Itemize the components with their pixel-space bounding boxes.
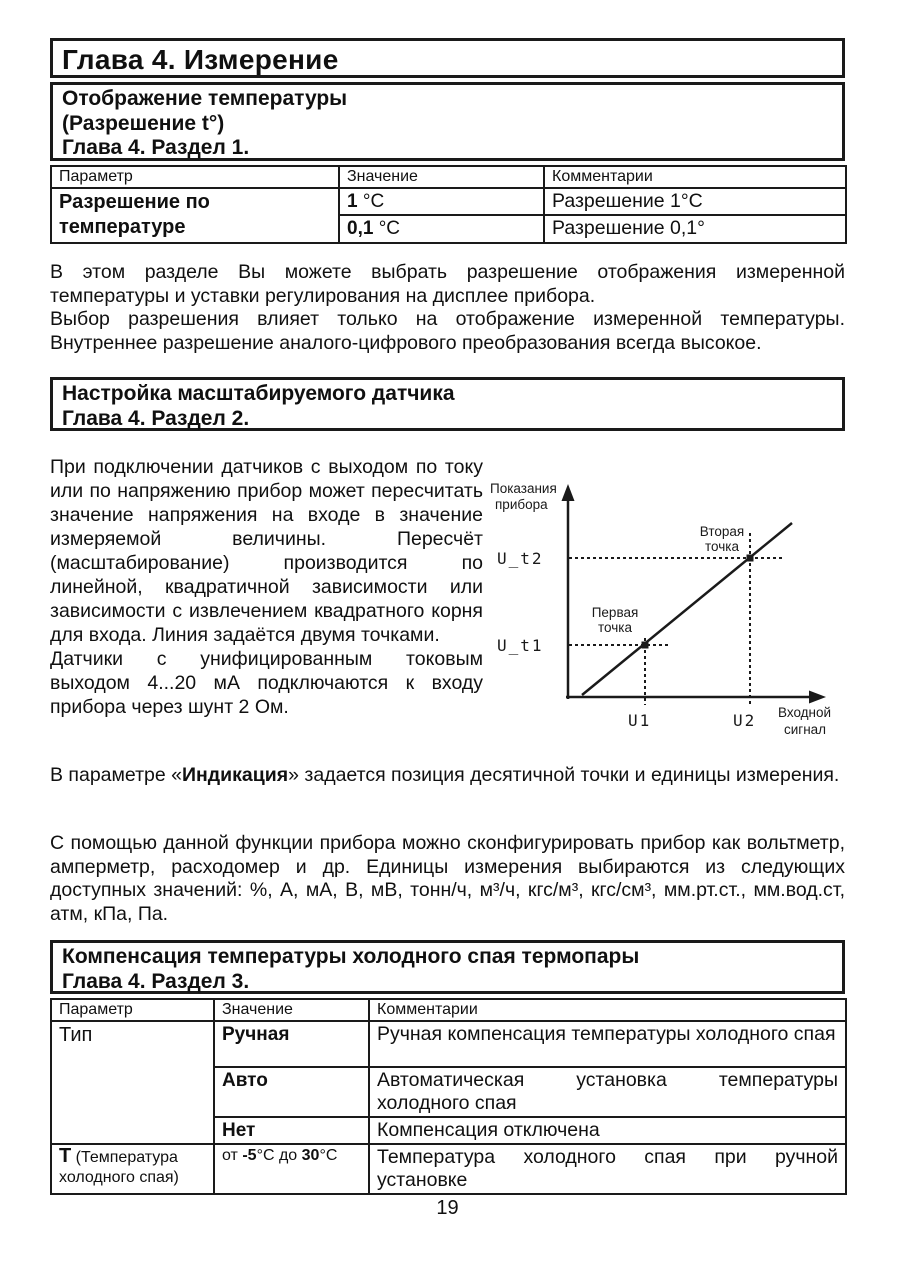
param-cell: Тип (51, 1021, 214, 1144)
bold-term: Индикация (182, 764, 289, 786)
value-number: 0,1 (347, 218, 374, 239)
value-number: 1 (347, 191, 358, 212)
value-unit: °С (373, 218, 401, 239)
value-option: Ручная (222, 1024, 290, 1045)
first-point-marker (642, 642, 649, 649)
table-header-row (51, 999, 846, 1021)
table-row (51, 188, 846, 215)
x-axis-label-line1: Входной (778, 705, 832, 720)
section1-heading-line3: Глава 4. Раздел 1. (62, 136, 250, 159)
resolution-table (50, 165, 847, 244)
paragraph (50, 764, 845, 788)
y-tick-u-t2: U_t2 (497, 549, 544, 568)
range-high: 30 (301, 1147, 320, 1164)
comment-cell: Компенсация отключена (369, 1117, 846, 1144)
value-cell (339, 215, 544, 243)
text-run: от (222, 1147, 243, 1164)
second-point-marker (747, 555, 754, 562)
first-point-label-line1: Первая (591, 605, 639, 620)
section2-heading-line2: Глава 4. Раздел 2. (62, 406, 250, 430)
section2-body (50, 455, 483, 719)
param-symbol: Т (59, 1145, 72, 1167)
chapter-title-box (50, 38, 845, 78)
value-option: Авто (222, 1070, 268, 1091)
x-tick-u2: U2 (733, 711, 757, 730)
indication-paragraph (50, 764, 845, 788)
scaling-diagram (485, 476, 860, 753)
section1-body (50, 261, 845, 355)
second-point-label-line2: точка (705, 539, 739, 554)
range-low: -5 (242, 1147, 257, 1164)
param-cell (51, 1144, 214, 1194)
comment-cell: Разрешение 0,1° (544, 215, 846, 243)
section3-heading-line2: Глава 4. Раздел 3. (62, 969, 250, 993)
comment-cell: Ручная компенсация температуры холодного спая (369, 1021, 846, 1067)
text-run: В параметре « (50, 764, 183, 786)
param-description: (Температура холодного спая) (59, 1149, 179, 1186)
units-paragraph (50, 832, 845, 926)
section2-heading-box (50, 377, 845, 431)
text-run: » задается позиция десятичной точки и единицы измерения. (288, 764, 840, 786)
col-header-value: Значение (214, 999, 369, 1021)
section1-heading-box (50, 82, 845, 161)
chapter-title: Глава 4. Измерение (62, 44, 339, 75)
param-cell: Разрешение по температуре (51, 188, 339, 243)
value-cell (214, 1021, 369, 1067)
section3-heading-line1: Компенсация температуры холодного спая термопары (62, 945, 640, 968)
text-run: °С (319, 1147, 338, 1164)
section1-heading-line1: Отображение температуры (62, 87, 348, 110)
col-header-param: Параметр (51, 999, 214, 1021)
paragraph: Выбор разрешения влияет только на отображение измеренной температуры. Внутреннее разрешение аналого-цифрового преобразования всегда высокое. (50, 308, 845, 354)
col-header-comment: Комментарии (369, 999, 846, 1021)
table-header-row (51, 166, 846, 188)
value-option: Нет (222, 1120, 256, 1141)
x-tick-u1: U1 (628, 711, 652, 730)
table-row (51, 1021, 846, 1067)
section1-heading-line2: (Разрешение t°) (62, 111, 225, 135)
section3-heading-box (50, 940, 845, 994)
col-header-comment: Комментарии (544, 166, 846, 188)
y-tick-u-t1: U_t1 (497, 636, 544, 655)
y-axis-label-line1: Показания (490, 481, 557, 496)
comment-cell: Температура холодного спая при ручной установке (369, 1144, 846, 1194)
y-axis-label-line2: прибора (495, 497, 548, 512)
page-number: 19 (436, 1197, 459, 1219)
text-run: °С до (256, 1147, 302, 1164)
paragraph: Датчики с унифицированным токовым выходом 4...20 мА подключаются к входу прибора через шунт 2 Ом. (50, 648, 483, 718)
col-header-param: Параметр (51, 166, 339, 188)
value-unit: °С (357, 191, 385, 212)
paragraph: С помощью данной функции прибора можно сконфигурировать прибор как вольтметр, амперметр, расходомер и др. Единицы измерения выбираются из следующих доступных значений: %, А, мА, В, мВ, тонн/ч, м³/ч, кгс/м³, кгс/см³, мм.рт.ст., мм.вод.ст, атм, кПа, Па. (50, 832, 845, 925)
x-axis-label-line2: сигнал (784, 722, 827, 737)
paragraph: В этом разделе Вы можете выбрать разрешение отображения измеренной температуры и уставки регулирования на дисплее прибора. (50, 261, 845, 307)
second-point-label-line1: Вторая (699, 524, 745, 539)
paragraph: При подключении датчиков с выходом по току или по напряжению прибор может пересчитать значение напряжения на входе в значение измеряемой величины. Пересчёт (масштабирование) производится по линейной, квадратичной зависимости или зависимости с извлечением квадратного корня для входа. Линия задаётся двумя точками. (50, 456, 483, 646)
value-cell (214, 1067, 369, 1117)
comment-cell: Автоматическая установка температуры холодного спая (369, 1067, 846, 1117)
table-row (51, 1144, 846, 1194)
value-cell (214, 1144, 369, 1194)
x-axis-arrow-icon (809, 691, 826, 704)
y-axis-arrow-icon (562, 484, 575, 501)
first-point-label-line2: точка (598, 620, 632, 635)
compensation-table (50, 998, 847, 1195)
value-cell (214, 1117, 369, 1144)
col-header-value: Значение (339, 166, 544, 188)
comment-cell: Разрешение 1°С (544, 188, 846, 215)
value-cell (339, 188, 544, 215)
section2-heading-line1: Настройка масштабируемого датчика (62, 382, 455, 405)
